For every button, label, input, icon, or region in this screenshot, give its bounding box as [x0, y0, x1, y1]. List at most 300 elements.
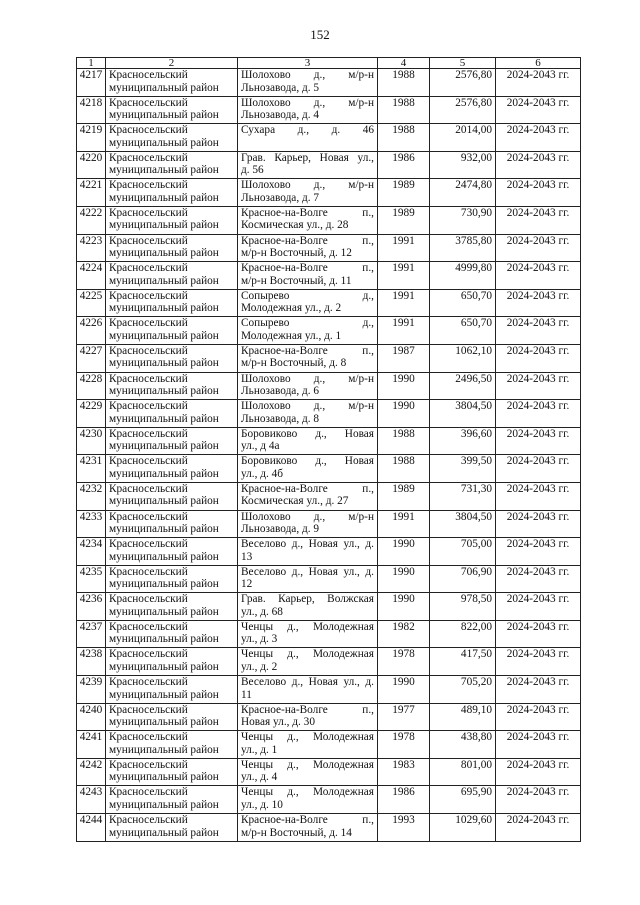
- table-row: [77, 289, 581, 317]
- district-line: Красносельский: [109, 786, 188, 799]
- district-line: Красносельский: [109, 758, 188, 771]
- table-row: [77, 427, 581, 455]
- district-line: Красносельский: [109, 206, 188, 219]
- year-cell: 1989: [378, 179, 430, 207]
- period-cell: 2024-2043 гг.: [496, 510, 581, 538]
- district-cell: [106, 427, 238, 455]
- district-line: Красносельский: [109, 289, 188, 302]
- year-cell: 1990: [378, 676, 430, 704]
- year-cell: 1990: [378, 372, 430, 400]
- period-cell: 2024-2043 гг.: [496, 538, 581, 566]
- address-line: Боровиково д., Новая: [241, 427, 374, 440]
- area-cell: 3804,50: [430, 510, 496, 538]
- year-cell: 1988: [378, 124, 430, 152]
- district-line: Красносельский: [109, 317, 188, 330]
- address-line: Шолохово д., м/р-н: [241, 96, 374, 109]
- area-cell: 489,10: [430, 703, 496, 731]
- area-cell: 1029,60: [430, 814, 496, 842]
- address-line: Ченцы д., Молодежная: [241, 620, 374, 633]
- district-cell: [106, 400, 238, 428]
- row-number: 4243: [77, 786, 106, 814]
- table-row: [77, 703, 581, 731]
- address-line: Веселово д., Новая ул., д.: [241, 538, 374, 551]
- area-cell: 3804,50: [430, 400, 496, 428]
- period-cell: 2024-2043 гг.: [496, 455, 581, 483]
- address-cell: [238, 234, 378, 262]
- address-cell: [238, 289, 378, 317]
- area-cell: 705,20: [430, 676, 496, 704]
- address-line: Грав. Карьер, Волжская: [241, 593, 374, 606]
- year-cell: 1982: [378, 620, 430, 648]
- period-cell: 2024-2043 гг.: [496, 400, 581, 428]
- address-cell: [238, 482, 378, 510]
- period-cell: 2024-2043 гг.: [496, 372, 581, 400]
- page-number: 152: [310, 27, 330, 42]
- address-cell: [238, 151, 378, 179]
- address-cell: [238, 786, 378, 814]
- address-line: Грав. Карьер, Новая ул.,: [241, 151, 374, 164]
- year-cell: 1988: [378, 96, 430, 124]
- address-cell: [238, 593, 378, 621]
- row-number: 4229: [77, 400, 106, 428]
- address-line: 11: [241, 688, 252, 701]
- district-cell: [106, 344, 238, 372]
- address-cell: [238, 648, 378, 676]
- district-line: муниципальный район: [109, 550, 219, 563]
- district-line: муниципальный район: [109, 495, 219, 508]
- address-line: м/р-н Восточный, д. 12: [241, 247, 352, 260]
- district-line: Красносельский: [109, 96, 188, 109]
- district-cell: [106, 786, 238, 814]
- table-row: [77, 731, 581, 759]
- address-cell: [238, 124, 378, 152]
- address-line: Новая ул., д. 30: [241, 716, 315, 729]
- table-row: [77, 565, 581, 593]
- district-line: Красносельский: [109, 427, 188, 440]
- area-cell: 706,90: [430, 565, 496, 593]
- period-cell: 2024-2043 гг.: [496, 179, 581, 207]
- period-cell: 2024-2043 гг.: [496, 69, 581, 97]
- address-line: м/р-н Восточный, д. 11: [241, 274, 352, 287]
- address-line: Шолохово д., м/р-н: [241, 179, 374, 192]
- table-row: [77, 538, 581, 566]
- period-cell: 2024-2043 гг.: [496, 676, 581, 704]
- district-line: муниципальный район: [109, 385, 219, 398]
- address-cell: [238, 427, 378, 455]
- row-number: 4224: [77, 262, 106, 290]
- address-line: Шолохово д., м/р-н: [241, 372, 374, 385]
- address-line: 13: [241, 550, 253, 563]
- address-line: Льнозавода, д. 4: [241, 109, 320, 122]
- district-cell: [106, 69, 238, 97]
- district-cell: [106, 814, 238, 842]
- year-cell: 1977: [378, 703, 430, 731]
- district-cell: [106, 289, 238, 317]
- row-number: 4228: [77, 372, 106, 400]
- address-cell: [238, 206, 378, 234]
- period-cell: 2024-2043 гг.: [496, 565, 581, 593]
- district-cell: [106, 731, 238, 759]
- address-line: Ченцы д., Молодежная: [241, 786, 374, 799]
- address-line: ул., д 4а: [241, 440, 280, 453]
- address-line: Льнозавода, д. 8: [241, 412, 320, 425]
- table-row: [77, 96, 581, 124]
- district-cell: [106, 179, 238, 207]
- table-row: [77, 620, 581, 648]
- period-cell: 2024-2043 гг.: [496, 593, 581, 621]
- area-cell: 801,00: [430, 758, 496, 786]
- table-row: [77, 593, 581, 621]
- table-row: [77, 758, 581, 786]
- address-line: д. 56: [241, 164, 264, 177]
- district-cell: [106, 593, 238, 621]
- year-cell: 1978: [378, 731, 430, 759]
- area-cell: 399,50: [430, 455, 496, 483]
- district-line: муниципальный район: [109, 605, 219, 618]
- district-line: муниципальный район: [109, 660, 219, 673]
- district-line: муниципальный район: [109, 412, 219, 425]
- district-line: муниципальный район: [109, 329, 219, 342]
- district-line: муниципальный район: [109, 826, 219, 839]
- district-line: муниципальный район: [109, 247, 219, 260]
- address-line: Красное-на-Волге п.,: [241, 206, 374, 219]
- address-cell: [238, 814, 378, 842]
- area-cell: 417,50: [430, 648, 496, 676]
- address-line: ул., д. 3: [241, 633, 278, 646]
- column-number-row: [77, 58, 581, 69]
- row-number: 4244: [77, 814, 106, 842]
- row-number: 4234: [77, 538, 106, 566]
- district-line: муниципальный район: [109, 357, 219, 370]
- address-line: ул., д. 2: [241, 660, 278, 673]
- year-cell: 1983: [378, 758, 430, 786]
- year-cell: 1986: [378, 786, 430, 814]
- row-number: 4218: [77, 96, 106, 124]
- address-line: Шолохово д., м/р-н: [241, 400, 374, 413]
- district-line: муниципальный район: [109, 219, 219, 232]
- table-row: [77, 234, 581, 262]
- period-cell: 2024-2043 гг.: [496, 151, 581, 179]
- district-line: муниципальный район: [109, 467, 219, 480]
- row-number: 4240: [77, 703, 106, 731]
- table-row: [77, 814, 581, 842]
- area-cell: 396,60: [430, 427, 496, 455]
- address-cell: [238, 400, 378, 428]
- district-cell: [106, 758, 238, 786]
- period-cell: 2024-2043 гг.: [496, 814, 581, 842]
- address-line: Боровиково д., Новая: [241, 455, 374, 468]
- column-number: 4: [378, 58, 430, 69]
- address-line: Сопырево д.,: [241, 289, 374, 302]
- address-line: Ченцы д., Молодежная: [241, 648, 374, 661]
- row-number: 4221: [77, 179, 106, 207]
- district-line: Красносельский: [109, 538, 188, 551]
- year-cell: 1993: [378, 814, 430, 842]
- period-cell: 2024-2043 гг.: [496, 262, 581, 290]
- row-number: 4226: [77, 317, 106, 345]
- period-cell: 2024-2043 гг.: [496, 344, 581, 372]
- area-cell: 650,70: [430, 289, 496, 317]
- row-number: 4237: [77, 620, 106, 648]
- address-cell: [238, 703, 378, 731]
- area-cell: 731,30: [430, 482, 496, 510]
- row-number: 4230: [77, 427, 106, 455]
- district-line: муниципальный район: [109, 274, 219, 287]
- district-cell: [106, 372, 238, 400]
- address-cell: [238, 179, 378, 207]
- district-cell: [106, 482, 238, 510]
- row-number: 4223: [77, 234, 106, 262]
- address-line: Сопырево д.,: [241, 317, 374, 330]
- row-number: 4238: [77, 648, 106, 676]
- district-line: Красносельский: [109, 510, 188, 523]
- table-row: [77, 206, 581, 234]
- address-cell: [238, 510, 378, 538]
- address-cell: [238, 372, 378, 400]
- district-cell: [106, 648, 238, 676]
- address-line: Шолохово д., м/р-н: [241, 510, 374, 523]
- address-cell: [238, 317, 378, 345]
- address-line: Молодежная ул., д. 1: [241, 329, 342, 342]
- column-number: 3: [238, 58, 378, 69]
- year-cell: 1991: [378, 510, 430, 538]
- district-cell: [106, 234, 238, 262]
- area-cell: 3785,80: [430, 234, 496, 262]
- row-number: 4219: [77, 124, 106, 152]
- year-cell: 1989: [378, 206, 430, 234]
- address-cell: [238, 69, 378, 97]
- district-line: Красносельский: [109, 676, 188, 689]
- address-cell: [238, 676, 378, 704]
- address-line: ул., д. 4б: [241, 467, 284, 480]
- district-line: Красносельский: [109, 814, 188, 827]
- district-cell: [106, 151, 238, 179]
- address-line: 12: [241, 578, 253, 591]
- area-cell: 438,80: [430, 731, 496, 759]
- table-row: [77, 482, 581, 510]
- address-line: Ченцы д., Молодежная: [241, 731, 374, 744]
- address-cell: [238, 96, 378, 124]
- period-cell: 2024-2043 гг.: [496, 289, 581, 317]
- district-cell: [106, 538, 238, 566]
- district-line: муниципальный район: [109, 440, 219, 453]
- address-line: Веселово д., Новая ул., д.: [241, 565, 374, 578]
- year-cell: 1989: [378, 482, 430, 510]
- address-line: Льнозавода, д. 6: [241, 385, 320, 398]
- column-number: 5: [430, 58, 496, 69]
- table-row: [77, 676, 581, 704]
- address-cell: [238, 620, 378, 648]
- table-row: [77, 262, 581, 290]
- address-line: Космическая ул., д. 27: [241, 495, 349, 508]
- table-row: [77, 648, 581, 676]
- district-line: муниципальный район: [109, 633, 219, 646]
- address-line: м/р-н Восточный, д. 14: [241, 826, 352, 839]
- table-row: [77, 786, 581, 814]
- district-cell: [106, 96, 238, 124]
- district-line: муниципальный район: [109, 302, 219, 315]
- district-line: муниципальный район: [109, 798, 219, 811]
- period-cell: 2024-2043 гг.: [496, 234, 581, 262]
- district-line: Красносельский: [109, 124, 188, 137]
- period-cell: 2024-2043 гг.: [496, 96, 581, 124]
- address-cell: [238, 565, 378, 593]
- period-cell: 2024-2043 гг.: [496, 758, 581, 786]
- year-cell: 1987: [378, 344, 430, 372]
- district-line: Красносельский: [109, 179, 188, 192]
- table-row: [77, 151, 581, 179]
- district-cell: [106, 676, 238, 704]
- address-cell: [238, 455, 378, 483]
- address-line: ул., д. 68: [241, 605, 283, 618]
- address-line: Молодежная ул., д. 2: [241, 302, 342, 315]
- district-cell: [106, 317, 238, 345]
- table-row: [77, 317, 581, 345]
- district-line: Красносельский: [109, 372, 188, 385]
- period-cell: 2024-2043 гг.: [496, 703, 581, 731]
- district-line: Красносельский: [109, 262, 188, 275]
- housing-registry-table: [76, 57, 581, 842]
- district-line: муниципальный район: [109, 136, 219, 149]
- table-row: [77, 510, 581, 538]
- area-cell: 650,70: [430, 317, 496, 345]
- period-cell: 2024-2043 гг.: [496, 620, 581, 648]
- year-cell: 1988: [378, 427, 430, 455]
- area-cell: 730,90: [430, 206, 496, 234]
- address-line: Красное-на-Волге п.,: [241, 344, 374, 357]
- year-cell: 1991: [378, 234, 430, 262]
- period-cell: 2024-2043 гг.: [496, 317, 581, 345]
- table-row: [77, 400, 581, 428]
- row-number: 4225: [77, 289, 106, 317]
- address-line: Красное-на-Волге п.,: [241, 814, 374, 827]
- district-line: муниципальный район: [109, 164, 219, 177]
- address-cell: [238, 344, 378, 372]
- district-cell: [106, 703, 238, 731]
- district-line: Красносельский: [109, 565, 188, 578]
- district-line: муниципальный район: [109, 771, 219, 784]
- address-line: Льнозавода, д. 9: [241, 523, 320, 535]
- area-cell: 2576,80: [430, 69, 496, 97]
- district-line: муниципальный район: [109, 688, 219, 701]
- address-line: Ченцы д., Молодежная: [241, 758, 374, 771]
- row-number: 4239: [77, 676, 106, 704]
- row-number: 4227: [77, 344, 106, 372]
- district-cell: [106, 206, 238, 234]
- table-row: [77, 69, 581, 97]
- area-cell: 695,90: [430, 786, 496, 814]
- address-line: м/р-н Восточный, д. 8: [241, 357, 347, 370]
- address-line: Красное-на-Волге п.,: [241, 234, 374, 247]
- year-cell: 1990: [378, 538, 430, 566]
- row-number: 4241: [77, 731, 106, 759]
- row-number: 4222: [77, 206, 106, 234]
- address-line: ул., д. 10: [241, 798, 283, 811]
- address-line: Космическая ул., д. 28: [241, 219, 349, 232]
- district-cell: [106, 510, 238, 538]
- district-cell: [106, 124, 238, 152]
- table-row: [77, 372, 581, 400]
- period-cell: 2024-2043 гг.: [496, 124, 581, 152]
- year-cell: 1978: [378, 648, 430, 676]
- area-cell: 2474,80: [430, 179, 496, 207]
- address-line: Красное-на-Волге п.,: [241, 703, 374, 716]
- district-line: муниципальный район: [109, 81, 219, 94]
- table-row: [77, 344, 581, 372]
- district-line: муниципальный район: [109, 109, 219, 122]
- row-number: 4231: [77, 455, 106, 483]
- table-row: [77, 455, 581, 483]
- address-line: Льнозавода, д. 5: [241, 81, 320, 94]
- district-line: муниципальный район: [109, 716, 219, 729]
- district-line: Красносельский: [109, 703, 188, 716]
- district-line: Красносельский: [109, 400, 188, 413]
- district-line: Красносельский: [109, 455, 188, 468]
- period-cell: 2024-2043 гг.: [496, 648, 581, 676]
- address-line: Шолохово д., м/р-н: [241, 69, 374, 81]
- district-line: Красносельский: [109, 593, 188, 606]
- address-line: ул., д. 1: [241, 743, 278, 756]
- district-line: муниципальный район: [109, 578, 219, 591]
- area-cell: 2014,00: [430, 124, 496, 152]
- address-cell: [238, 262, 378, 290]
- period-cell: 2024-2043 гг.: [496, 427, 581, 455]
- district-cell: [106, 262, 238, 290]
- district-cell: [106, 620, 238, 648]
- row-number: 4236: [77, 593, 106, 621]
- area-cell: 4999,80: [430, 262, 496, 290]
- address-cell: [238, 758, 378, 786]
- row-number: 4232: [77, 482, 106, 510]
- address-line: Льнозавода, д. 7: [241, 191, 320, 204]
- year-cell: 1991: [378, 262, 430, 290]
- address-line: Веселово д., Новая ул., д.: [241, 676, 374, 689]
- district-line: муниципальный район: [109, 523, 219, 535]
- year-cell: 1988: [378, 455, 430, 483]
- district-cell: [106, 565, 238, 593]
- district-line: Красносельский: [109, 482, 188, 495]
- address-line: Красное-на-Волге п.,: [241, 262, 374, 275]
- address-line: Красное-на-Волге п.,: [241, 482, 374, 495]
- address-cell: [238, 731, 378, 759]
- table-row: [77, 179, 581, 207]
- district-cell: [106, 455, 238, 483]
- period-cell: 2024-2043 гг.: [496, 731, 581, 759]
- area-cell: 822,00: [430, 620, 496, 648]
- district-line: муниципальный район: [109, 191, 219, 204]
- area-cell: 705,00: [430, 538, 496, 566]
- district-line: Красносельский: [109, 648, 188, 661]
- period-cell: 2024-2043 гг.: [496, 206, 581, 234]
- district-line: муниципальный район: [109, 743, 219, 756]
- row-number: 4242: [77, 758, 106, 786]
- address-line: ул., д. 4: [241, 771, 278, 784]
- district-line: Красносельский: [109, 731, 188, 744]
- district-line: Красносельский: [109, 151, 188, 164]
- district-line: Красносельский: [109, 69, 188, 81]
- table-row: [77, 124, 581, 152]
- year-cell: 1986: [378, 151, 430, 179]
- column-number: 1: [77, 58, 106, 69]
- area-cell: 2576,80: [430, 96, 496, 124]
- period-cell: 2024-2043 гг.: [496, 786, 581, 814]
- year-cell: 1990: [378, 593, 430, 621]
- area-cell: 1062,10: [430, 344, 496, 372]
- district-line: Красносельский: [109, 344, 188, 357]
- address-line: Сухара д., д. 46: [241, 124, 374, 137]
- year-cell: 1991: [378, 289, 430, 317]
- row-number: 4220: [77, 151, 106, 179]
